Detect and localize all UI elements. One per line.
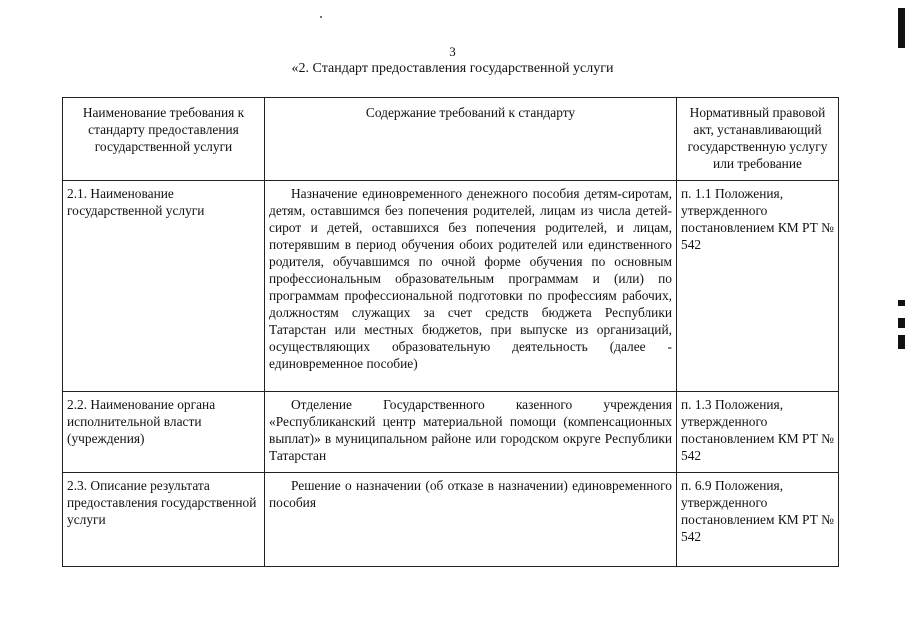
- legal-act-cell: п. 1.1 Положения, утвержденного постановлением КМ РТ № 542: [677, 181, 839, 392]
- legal-act-cell: п. 1.3 Положения, утвержденного постановлением КМ РТ № 542: [677, 392, 839, 473]
- table-row: [63, 181, 839, 392]
- requirement-content-cell: [265, 181, 677, 392]
- header-legal-act: Нормативный правовой акт, устанавливающий государственную услугу или требование: [677, 98, 839, 181]
- table-row: [63, 473, 839, 567]
- requirement-content-cell: [265, 392, 677, 473]
- table-header-row: [63, 98, 839, 181]
- requirement-name-cell: 2.1. Наименование государственной услуги: [63, 181, 265, 392]
- standard-table: [62, 97, 839, 567]
- requirement-content-text: Решение о назначении (об отказе в назначении) единовременного пособия: [269, 478, 672, 510]
- scan-edge-artifact: [898, 0, 905, 640]
- header-requirement-name: Наименование требования к стандарту предоставления государственной услуги: [63, 98, 265, 181]
- requirement-content-cell: [265, 473, 677, 567]
- requirement-content-text: Назначение единовременного денежного пособия детям-сиротам, детям, оставшимся без попечения родителей, лицам из числа детей-сирот и детей, оставшихся без попечения родителей, и лицам, потерявшим в период обучения обоих родителей или единственного родителя, обучавшимся по очной форме обучения по основным профессиональным образовательным программам и (или) по программам профессиональной подготовки по профессиям рабочих, должностям служащих за счет средств бюджета Республики Татарстан или местных бюджетов, при выпуске из организаций, осуществляющих образовательную деятельность (далее - единовременное пособие): [269, 186, 672, 371]
- requirement-name-cell: 2.3. Описание результата предоставления государственной услуги: [63, 473, 265, 567]
- header-requirement-content: Содержание требований к стандарту: [265, 98, 677, 181]
- requirement-name-cell: 2.2. Наименование органа исполнительной власти (учреждения): [63, 392, 265, 473]
- legal-act-cell: п. 6.9 Положения, утвержденного постановлением КМ РТ № 542: [677, 473, 839, 567]
- scan-speck: [320, 16, 322, 18]
- requirement-content-text: Отделение Государственного казенного учреждения «Республиканский центр материальной помощи (компенсационных выплат)» в муниципальном районе или городском округе Республики Татарстан: [269, 397, 672, 463]
- page-number: 3: [449, 44, 456, 59]
- section-heading: «2. Стандарт предоставления государственной услуги: [291, 61, 614, 76]
- table-row: [63, 392, 839, 473]
